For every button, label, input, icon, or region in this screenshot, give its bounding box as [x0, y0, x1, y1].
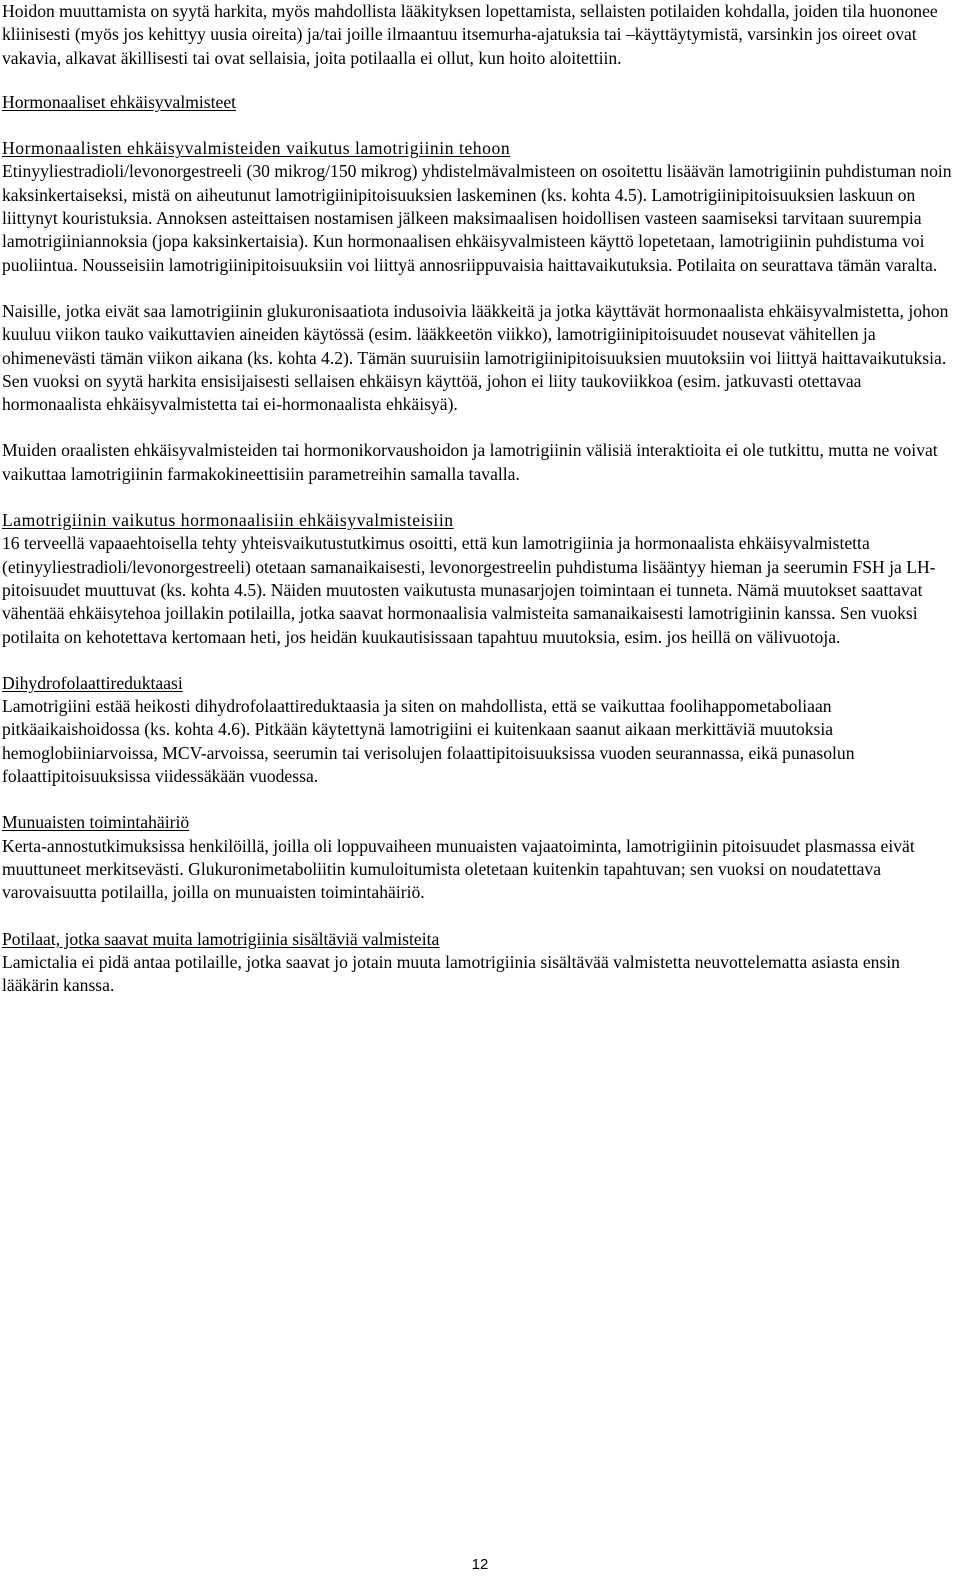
paragraph-other-products: Lamictalia ei pidä antaa potilaille, jotka saavat jo jotain muuta lamotrigiinia sisältävää valmistetta neuvottelematta asiasta ensin lääkärin kanssa.	[2, 951, 900, 996]
document-page	[2, 0, 954, 997]
paragraph-renal: Kerta-annostutkimuksissa henkilöillä, joilla oli loppuvaiheen munuaisten vajaatoiminta, lamotrigiinin pitoisuudet plasmassa eivät muuttuneet merkitsevästi. Glukuronimetaboliitin kumuloitumista oletetaan kuitenkin tapahtuvan; sen vuoksi on noudatettava varovaisuutta potilailla, joilla on munuaisten toimintahäiriö.	[2, 835, 915, 903]
paragraph-pill-free-week: Naisille, jotka eivät saa lamotrigiinin glukuronisaatiota indusoivia lääkkeitä ja jotka käyttävät hormonaalista ehkäisyvalmistetta, johon kuuluu viikon tauko vaikuttavien aineiden käytössä (esim. lääkkeetön viikko), lamotrigiinipitoisuudet nousevat vähitellen ja ohimenevästi tämän viikon aikana (ks. kohta 4.2). Tämän suuruisiin lamotrigiinipitoisuuksien muutoksiin voi liittyä haittavaikutuksia. Sen vuoksi on syytä harkita ensisijaisesti sellaisen ehkäisyn käyttöä, johon ei liity taukoviikkoa (esim. jatkuvasti otettavaa hormonaalista ehkäisyvalmistetta tai ei-hormonaalista ehkäisyä).	[2, 300, 949, 415]
heading-dihydrofolate-reductase: Dihydrofolaattireduktaasi	[2, 672, 183, 693]
heading-renal-impairment: Munuaisten toimintahäiriö	[2, 812, 190, 833]
heading-effect-on-lamotrigine: Hormonaalisten ehkäisyvalmisteiden vaikutus lamotrigiinin tehoon	[2, 138, 511, 159]
heading-effect-on-contraceptives: Lamotrigiinin vaikutus hormonaalisiin ehkäisyvalmisteisiin	[2, 510, 454, 531]
paragraph-clearance: Etinyyliestradioli/levonorgestreeli (30 mikrog/150 mikrog) yhdistelmävalmisteen on osoitettu lisäävän lamotrigiinin puhdistuman noin kaksinkertaiseksi, mistä on aiheutunut lamotrigiinipitoisuuksien laskeminen (ks. kohta 4.5). Lamotrigiinipitoisuuksien laskuun on liittynyt kouristuksia. Annoksen asteittaisen nostamisen jälkeen maksimaalisen hoidollisen vasteen saamiseksi tarvitaan suurempia lamotrigiiniannoksia (jopa kaksinkertaisia). Kun hormonaalisen ehkäisyvalmisteen käyttö lopetetaan, lamotrigiinin puhdistuma voi puoliintua. Nousseisiin lamotrigiinipitoisuuksiin voi liittyä annosriippuvaisia haittavaikutuksia. Potilaita on seurattava tämän varalta.	[2, 161, 952, 275]
paragraph-interaction-study: 16 terveellä vapaaehtoisella tehty yhteisvaikutustutkimus osoitti, että kun lamotrigiinia ja hormonaalista ehkäisyvalmistetta (etinyyliestradioli/levonorgestreeli) otetaan samanaikaisesti, levonorgestreelin puhdistuma lisääntyy hieman ja seerumin FSH ja LH-pitoisuudet muuttuvat (ks. kohta 4.5). Näiden muutosten vaikutusta munasarjojen toimintaan ei tunneta. Nämä muutokset saattavat vähentää ehkäisytehoa joillakin potilailla, jotka saavat hormonaalisia valmisteita samanaikaisesti lamotrigiinin kanssa. Sen vuoksi potilaita on kehotettava kertomaan heti, jos heidän kuukautisissaan tapahtuu muutoksia, esim. jos heillä on välivuotoja.	[2, 533, 936, 647]
heading-hormonal-contraceptives: Hormonaaliset ehkäisyvalmisteet	[2, 91, 237, 112]
intro-paragraph: Hoidon muuttamista on syytä harkita, myös mahdollista lääkityksen lopettamista, sellaisten potilaiden kohdalla, joiden tila huononee kliinisesti (myös jos kehittyy uusia oireita) ja/tai joille ilmaantuu itsemurha-ajatuksia tai –käyttäytymistä, varsinkin jos oireet ovat vakavia, alkavat äkillisesti tai ovat sellaisia, joita potilaalla ei ollut, kun hoito aloitettiin.	[2, 1, 938, 68]
paragraph-folate: Lamotrigiini estää heikosti dihydrofolaattireduktaasia ja siten on mahdollista, että se vaikuttaa foolihappometaboliaan pitkäaikaishoidossa (ks. kohta 4.6). Pitkään käytettynä lamotrigiini ei kuitenkaan saanut aikaan merkittäviä muutoksia hemoglobiiniarvoissa, MCV-arvoissa, seerumin tai verisolujen folaattipitoisuuksissa vuoden seurannassa, eikä punasolun folaattipitoisuuksissa viidessäkään vuodessa.	[2, 696, 855, 787]
page-number: 12	[471, 1556, 489, 1573]
heading-other-lamotrigine-products: Potilaat, jotka saavat muita lamotrigiinia sisältäviä valmisteita	[2, 928, 440, 949]
paragraph-other-contraceptives: Muiden oraalisten ehkäisyvalmisteiden tai hormonikorvaushoidon ja lamotrigiinin välisiä interaktioita ei ole tutkittu, mutta ne voivat vaikuttaa lamotrigiinin farmakokineettisiin parametreihin samalla tavalla.	[2, 440, 938, 484]
